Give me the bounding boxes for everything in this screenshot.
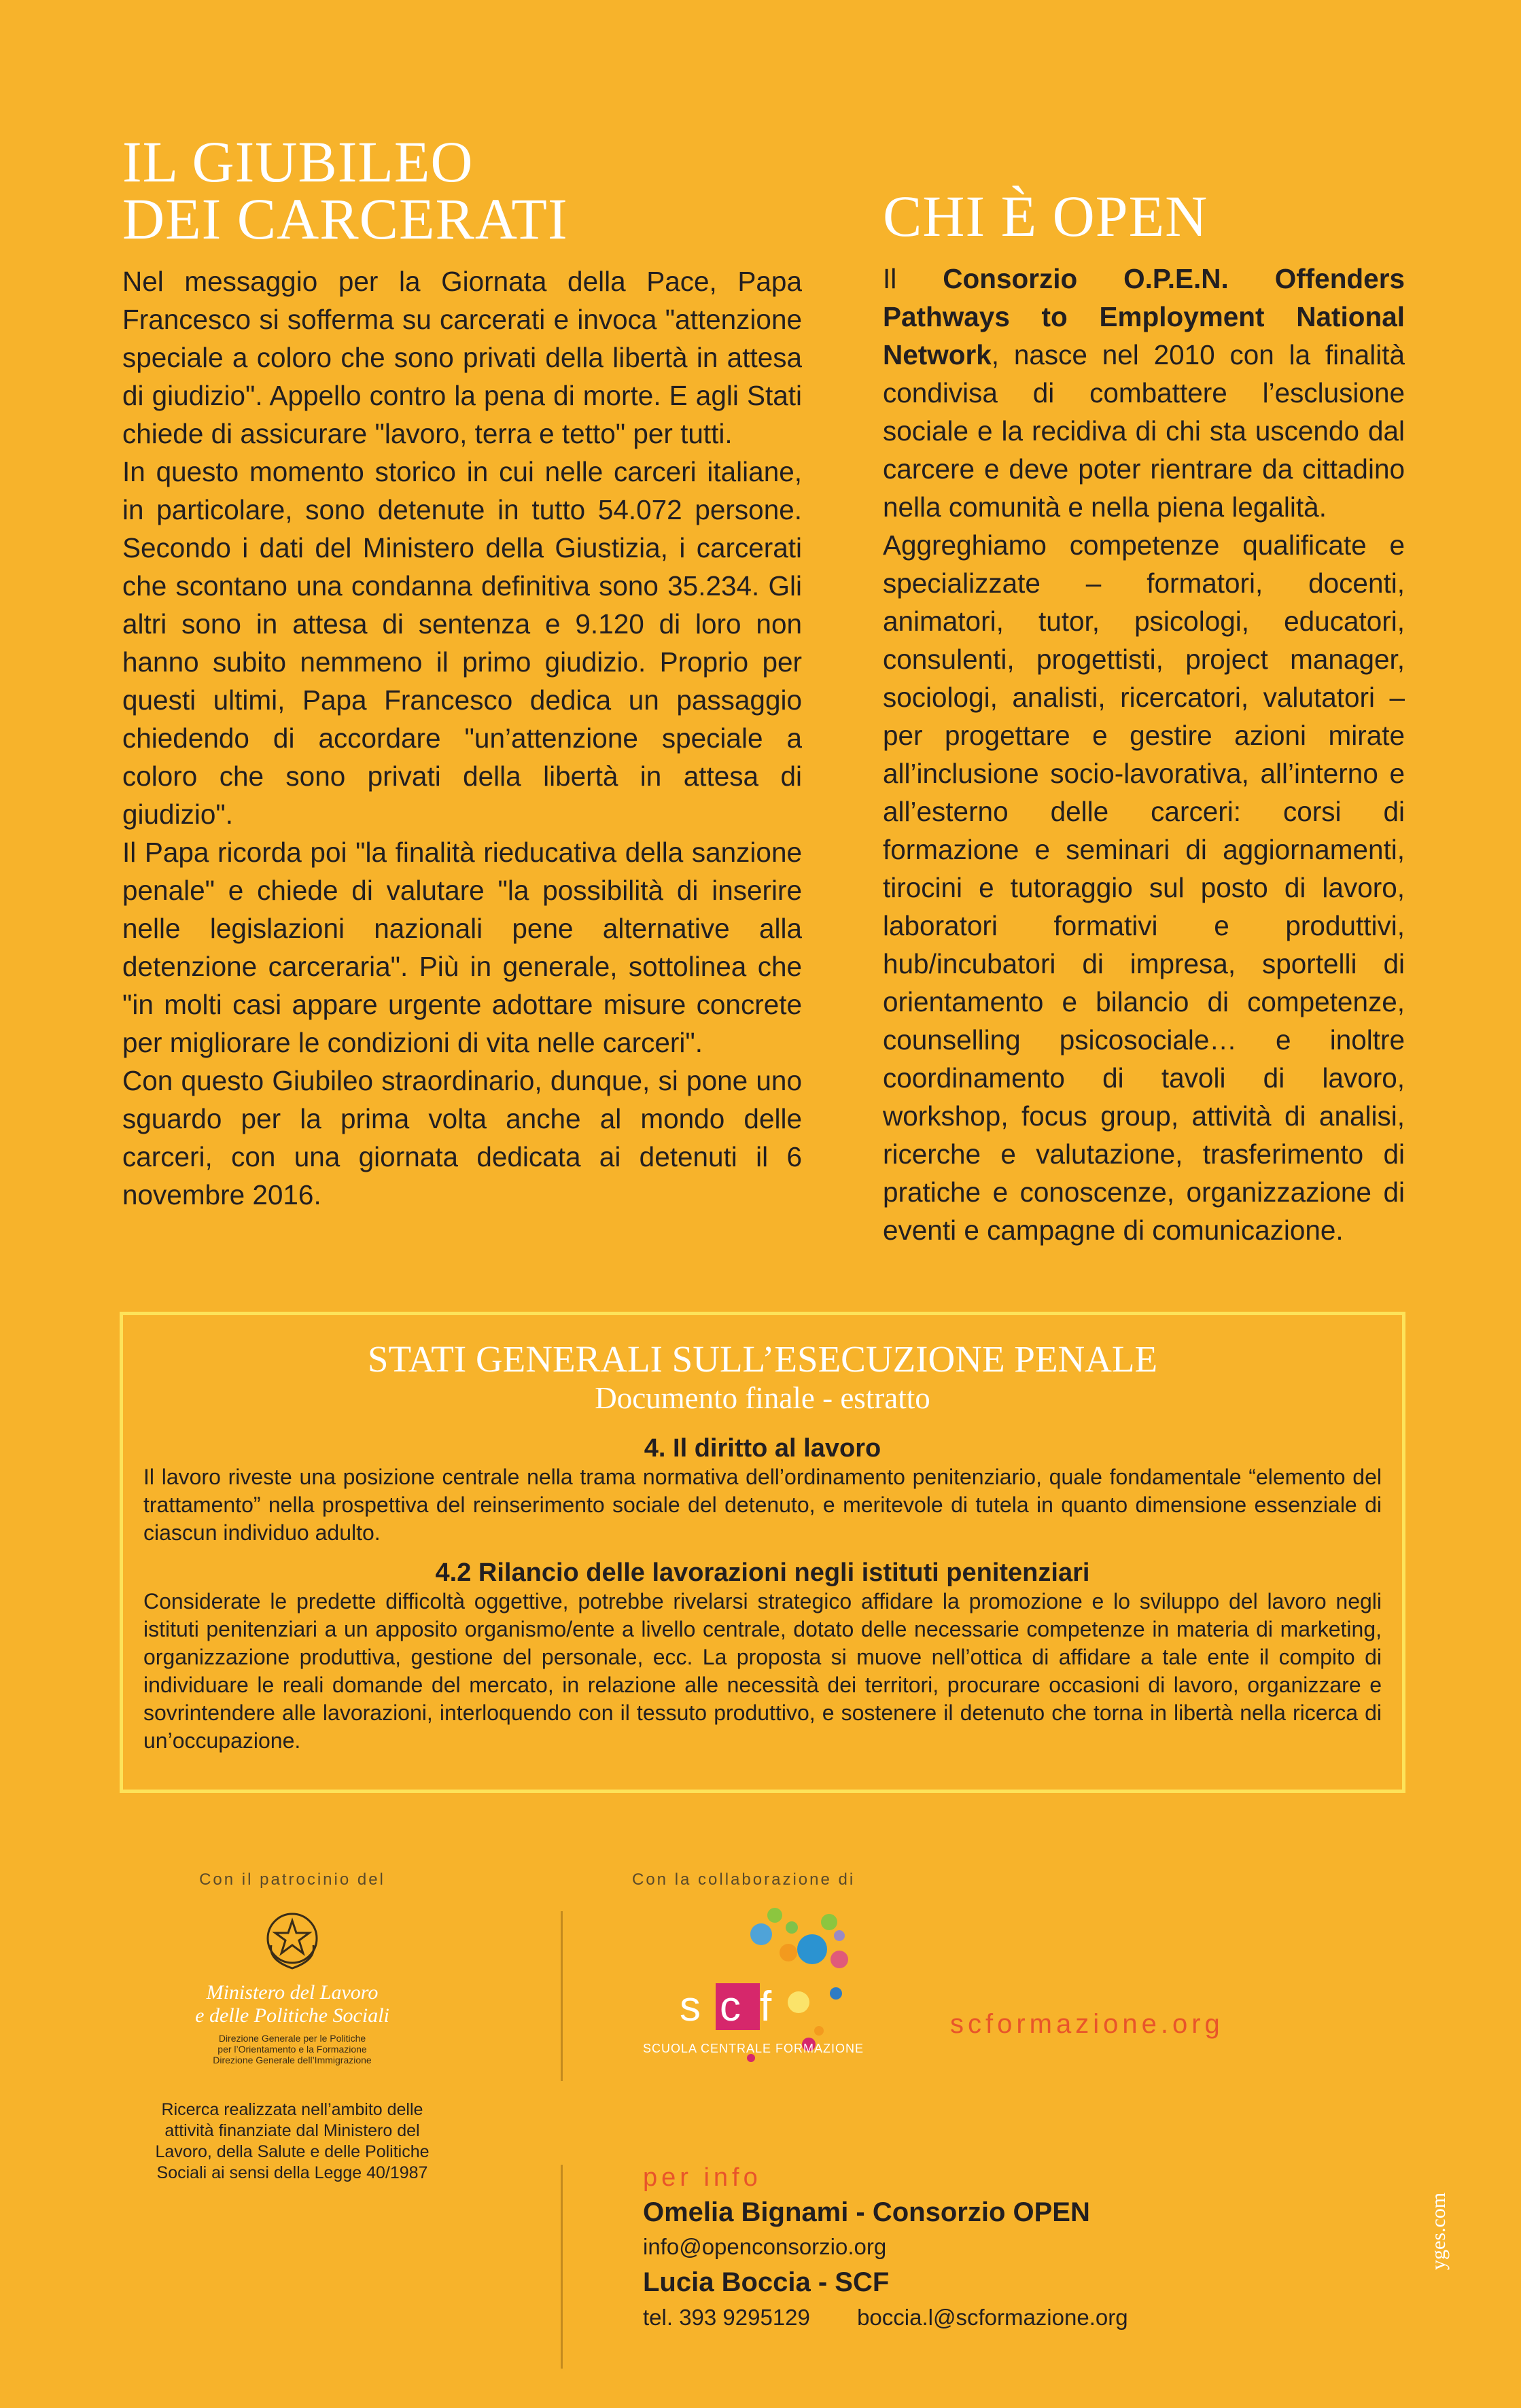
box-paragraph-2: Considerate le predette difficoltà oggettive, potrebbe rivelarsi strategico affidare la promozione e lo sviluppo del lavoro negli istituti penitenziari a un apposito organismo/ente a livello centrale, dotato delle necessarie competenze in materia di marketing, organizzazione produttiva, gestione del personale, ecc. La proposta si muove nell’ottica di affidare a tale ente il compito di individuare le reali domande del mercato, in relazione alle necessità dei territori, procurare occasioni di lavoro, organizzare e sovrintendere alle lavorazioni, interloquendo con il tessuto produttivo, e sostenere il detenuto che torna in libertà nella ricerca di un’occupazione. bbox=[143, 1589, 1382, 1753]
left-column bbox=[122, 129, 802, 1214]
collaboration-block bbox=[632, 1870, 904, 2089]
footer-separator-1 bbox=[561, 1911, 563, 2081]
right-p1-prefix: Il bbox=[883, 263, 943, 294]
left-title-line1: IL GIUBILEO bbox=[122, 129, 474, 194]
box-heading-2: 4.2 Rilancio delle lavorazioni negli istituti penitenziari bbox=[435, 1558, 1090, 1587]
credit-text: yges.com bbox=[1427, 2192, 1450, 2270]
scf-letter-c: c bbox=[716, 1983, 760, 2030]
scf-letter-f: f bbox=[760, 1983, 787, 2030]
contact-1-email-link[interactable]: info@openconsorzio.org bbox=[643, 2234, 887, 2259]
ministry-sub-2: per l’Orientamento e la Formazione bbox=[217, 2044, 367, 2055]
patronage-label: Con il patrocinio del bbox=[199, 1870, 385, 1889]
left-title bbox=[122, 129, 802, 251]
right-column bbox=[883, 184, 1405, 1249]
contact-1-name: Omelia Bignami - Consorzio OPEN bbox=[643, 2197, 1090, 2227]
left-paragraph-2: In questo momento storico in cui nelle carceri italiane, in particolare, sono detenute in tutto 54.072 persone. Secondo i dati del Ministero della Giustizia, i carcerati che scontano una condanna definitiva sono 35.234. Gli altri sono in attesa di sentenza e 9.120 di loro non hanno subito nemmeno il primo giudizio. Proprio per questi ultimi, Papa Francesco dedica un passaggio chiedendo di accordare "un’attenzione speciale a coloro che sono privati della libertà in attesa di giudizio". bbox=[122, 456, 802, 830]
footer-separator-2 bbox=[561, 2165, 563, 2369]
contact-block bbox=[643, 2161, 1255, 2334]
contact-2-details bbox=[643, 2301, 1255, 2334]
right-paragraph-2: Aggreghiamo competenze qualificate e specializzate – formatori, docenti, animatori, tutor, psicologi, educatori, consulenti, progettisti, project manager, sociologi, analisti, ricercatori, valutatori – per progettare e gestire azioni mirate all’inclusione socio-lavorativa, all’interno e all’esterno delle carceri: corsi di formazione e seminari di aggiornamenti, tirocini e tutoraggio sul posto di lavoro, laboratori formativi e produttivi, hub/incubatori di impresa, sportelli di orientamento e bilancio di competenze, counselling psicosociale… e inoltre coordinamento di tavoli di lavoro, workshop, focus group, attività di analisi, ricerche e valutazione, trasferimento di pratiche e conoscenze, organizzazione di eventi e campagne di comunicazione. bbox=[883, 529, 1405, 1246]
consortium-name: Consorzio O.P.E.N. Offenders Pathways to Employment National Network bbox=[883, 263, 1405, 370]
scf-name: SCUOLA CENTRALE FORMAZIONE bbox=[643, 2042, 864, 2055]
info-label: per info bbox=[643, 2163, 762, 2192]
left-paragraph-3: Il Papa ricorda poi "la finalità rieducativa della sanzione penale" e chiede di valutare "la possibilità di inserire nelle legislazioni nazionali pene alternative alla detenzione carceraria". Più in generale, sottolinea che "in molti casi appare urgente adottare misure concrete per migliorare le condizioni di vita nelle carceri". bbox=[122, 837, 802, 1058]
scf-letter-s: s bbox=[680, 1983, 716, 2030]
scf-wordmark bbox=[680, 1983, 884, 2031]
box-title: STATI GENERALI SULL’ESECUZIONE PENALE bbox=[367, 1338, 1158, 1380]
excerpt-box bbox=[120, 1312, 1405, 1793]
box-subtitle: Documento finale - estratto bbox=[595, 1381, 930, 1415]
contact-2-phone: tel. 393 9295129 bbox=[643, 2305, 810, 2330]
contact-2-email-link[interactable]: boccia.l@scformazione.org bbox=[857, 2305, 1128, 2330]
box-paragraph-1: Il lavoro riveste una posizione centrale nella trama normativa dell’ordinamento penitenziario, quale fondamentale “elemento del trattamento” nella prospettiva del reinserimento sociale del detenuto, e meritevole di tutela in quanto dimensione essenziale di ciascun individuo adulto. bbox=[143, 1465, 1382, 1545]
left-body bbox=[122, 262, 802, 1214]
ministry-sub-3: Direzione Generale dell’Immigrazione bbox=[213, 2055, 372, 2065]
scf-website-link[interactable]: scformazione.org bbox=[950, 2009, 1224, 2039]
patronage-block bbox=[129, 1870, 455, 2184]
left-paragraph-4: Con questo Giubileo straordinario, dunque, si pone uno sguardo per la prima volta anche al mondo delle carceri, con una giornata dedicata ai detenuti il 6 novembre 2016. bbox=[122, 1065, 802, 1210]
contact-2-name: Lucia Boccia - SCF bbox=[643, 2267, 890, 2297]
right-body bbox=[883, 260, 1405, 1249]
republic-emblem-icon bbox=[262, 1906, 323, 1974]
left-title-line2: DEI CARCERATI bbox=[122, 186, 568, 251]
right-p1-rest: , nasce nel 2010 con la finalità condivisa di combattere l’esclusione sociale e la recidiva di chi sta uscendo dal carcere e deve poter rientrare da cittadino nella comunità e nella piena legalità. bbox=[883, 339, 1405, 523]
right-paragraph-1 bbox=[883, 260, 1405, 526]
left-paragraph-1: Nel messaggio per la Giornata della Pace, Papa Francesco si sofferma su carcerati e invoca "attenzione speciale a coloro che sono privati della libertà in attesa di giudizio". Appello contro la pena di morte. E agli Stati chiede di assicurare "lavoro, terra e tetto" per tutti. bbox=[122, 266, 802, 449]
research-note: Ricerca realizzata nell’ambito delle attività finanziate dal Ministero del Lavoro, della Salute e delle Politiche Sociali ai sensi della Legge 40/1987 bbox=[155, 2100, 430, 2182]
ministry-name-2: e delle Politiche Sociali bbox=[195, 2004, 389, 2027]
collab-label: Con la collaborazione di bbox=[632, 1870, 856, 1889]
right-title: CHI È OPEN bbox=[883, 184, 1208, 249]
ministry-name-1: Ministero del Lavoro bbox=[206, 1981, 379, 2004]
ministry-sub-1: Direzione Generale per le Politiche bbox=[218, 2033, 366, 2044]
box-heading-1: 4. Il diritto al lavoro bbox=[644, 1434, 881, 1463]
